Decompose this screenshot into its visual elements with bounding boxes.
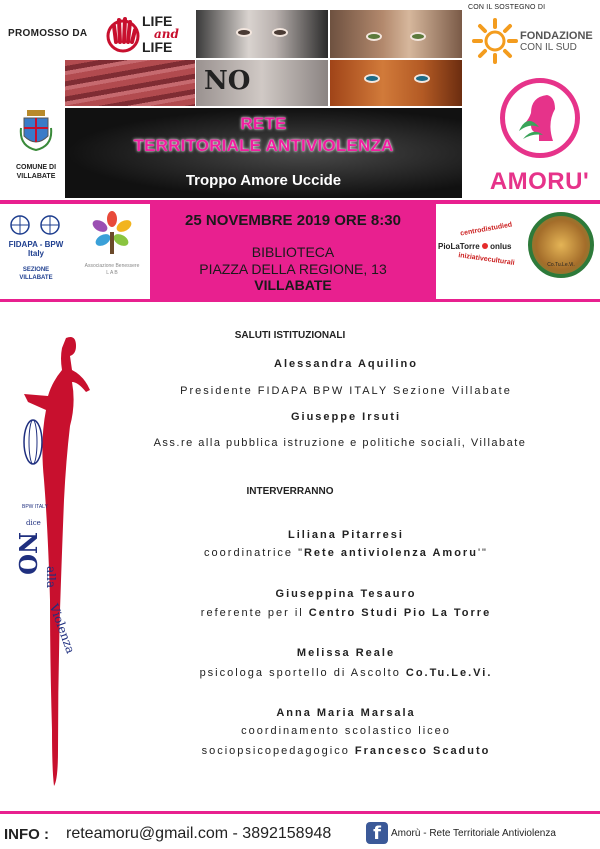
iniziative-text: iniziativeculturali: [457, 252, 516, 267]
hand-icon: [102, 12, 144, 54]
speaker-role: Presidente FIDAPA BPW ITALY Sezione Villabate: [180, 385, 512, 397]
fidapa-globe-icons: [6, 214, 66, 236]
facebook-icon[interactable]: f: [366, 822, 388, 844]
no-alla-violenza-text: NO alla Violenza: [13, 532, 78, 656]
amoru-logo: [482, 72, 597, 200]
interverranno-heading: INTERVERRANNO: [246, 486, 334, 497]
no-hand-text: NO: [204, 66, 251, 96]
bpw-text: BPW ITALY: [22, 504, 48, 510]
cotulevi-logo: [528, 212, 594, 278]
pio-la-torre-text: PioLaTorre onlus: [438, 242, 512, 251]
benessere-lab-logo: [80, 210, 144, 280]
event-place-3: VILLABATE: [254, 277, 332, 293]
title-line-2: TERRITORIALE ANTIVIOLENZA: [133, 136, 394, 155]
cotulevi-text: Co.Tu.Le.Vi.: [547, 262, 575, 268]
photo-lips: [65, 60, 195, 106]
photo-face-bw: [196, 10, 328, 58]
coat-of-arms-icon: [19, 108, 53, 152]
fidapa-section: SEZIONE VILLABATE: [19, 267, 53, 281]
flower-icon: [90, 210, 134, 254]
fondazione-con-il-sud-logo: [470, 16, 596, 74]
speaker-role: Ass.re alla pubblica istruzione e politiche sociali, Villabate: [153, 437, 527, 449]
title-line-1: RETE: [240, 114, 287, 133]
speaker-role: coordinamento scolastico liceo: [241, 725, 451, 737]
life-text-1: LIFE: [142, 13, 173, 29]
speaker-name: Giuseppina Tesauro: [275, 588, 417, 600]
dice-text: dice: [26, 519, 41, 527]
fidapa-text: FIDAPA - BPW Italy: [8, 240, 64, 258]
tagline: Troppo Amore Uccide: [185, 172, 342, 189]
life-and-text: and: [154, 27, 179, 41]
title-banner: [65, 108, 462, 198]
speaker-role: sociopsicopedagogico Francesco Scaduto: [201, 745, 491, 757]
facebook-page-link[interactable]: Amorù - Rete Territoriale Antiviolenza: [391, 828, 556, 839]
speaker-role: referente per il Centro Studi Pio La Torre: [200, 607, 492, 619]
info-label: INFO :: [4, 826, 49, 843]
event-date: 25 NOVEMBRE 2019 ORE 8:30: [185, 212, 401, 229]
promoter-label: PROMOSSO DA: [8, 28, 88, 39]
amoru-profile-icon: [500, 78, 580, 158]
speaker-role: coordinatrice "Rete antiviolenza Amoru'": [204, 547, 488, 559]
event-place-1: BIBLIOTECA: [251, 244, 335, 260]
pink-divider-bottom: [0, 299, 600, 302]
speaker-name: Anna Maria Marsala: [276, 707, 416, 719]
bpw-badge-icon: [22, 418, 44, 518]
speaker-name: Alessandra Aquilino: [274, 358, 418, 370]
photo-blue-eyes: [330, 60, 462, 106]
speaker-name: Giuseppe Irsuti: [290, 411, 402, 423]
fondazione-text: FONDAZIONE: [520, 30, 593, 42]
footer-divider: [0, 811, 600, 814]
benessere-text: Associazione Benessere L A B: [84, 263, 140, 276]
support-label: CON IL SOSTEGNO DI: [468, 4, 546, 11]
speaker-role: psicologa sportello di Ascolto Co.Tu.Le.Vi.: [199, 667, 493, 679]
life-and-life-logo: [102, 10, 194, 56]
amoru-text: AMORU': [489, 168, 590, 195]
fidapa-logo: [6, 214, 66, 284]
life-text-2: LIFE: [142, 39, 173, 55]
speaker-name: Melissa Reale: [296, 647, 396, 659]
speaker-name: Liliana Pitarresi: [288, 529, 404, 541]
photo-face-eyes: [330, 10, 462, 58]
saluti-heading: SALUTI ISTITUZIONALI: [234, 330, 346, 341]
pio-la-torre-logo: [438, 216, 526, 278]
comune-villabate-logo: [12, 108, 60, 200]
event-info-band: [150, 204, 436, 299]
contact-info[interactable]: reteamoru@gmail.com - 3892158948: [66, 825, 332, 842]
sun-icon: [472, 18, 518, 64]
photo-no-hand: [196, 60, 328, 106]
con-il-sud-text: CON IL SUD: [520, 42, 577, 53]
centro-studi-text: centrodistudied: [459, 221, 513, 238]
event-place-2: PIAZZA DELLA REGIONE, 13: [199, 261, 387, 277]
comune-label: COMUNE DI VILLABATE: [15, 164, 57, 180]
